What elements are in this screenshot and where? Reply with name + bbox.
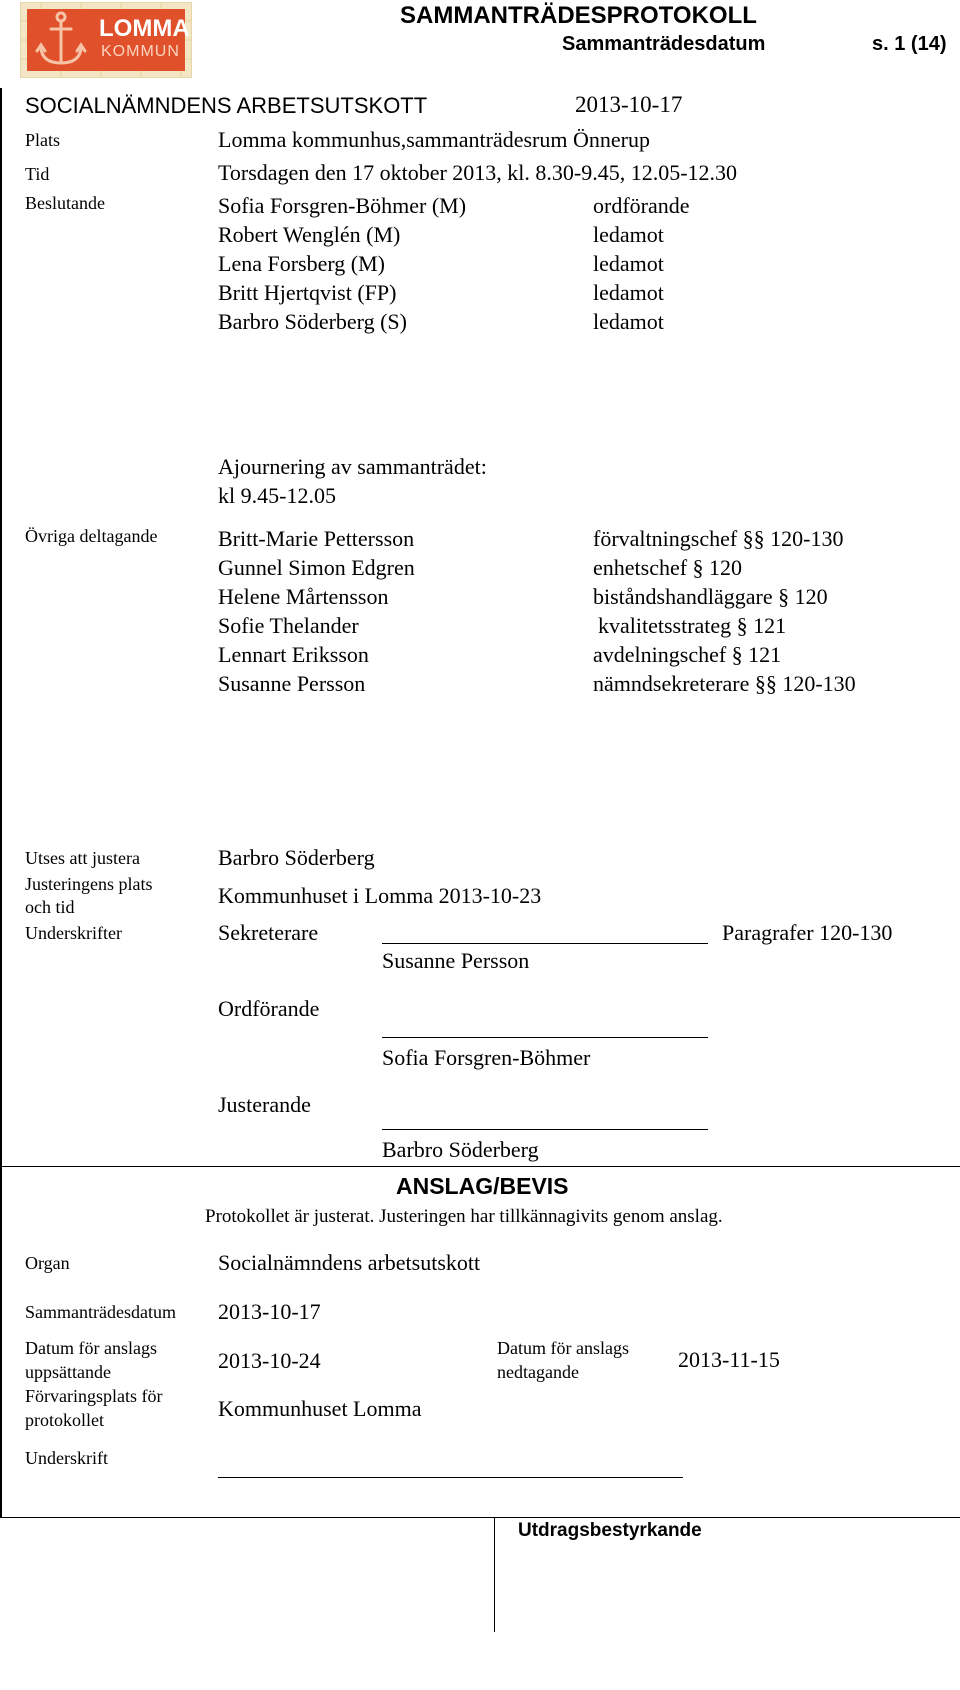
signature-label: Underskrift — [25, 1448, 108, 1468]
list-item-name: Britt-Marie Pettersson — [218, 526, 415, 551]
extract-divider — [0, 1517, 960, 1518]
meeting-date: 2013-10-17 — [575, 92, 683, 117]
list-item-role: kvalitetsstrateg § 121 — [598, 613, 787, 638]
list-item-name: Lena Forsberg (M) — [218, 251, 385, 276]
notice-divider — [0, 1166, 960, 1167]
place-value: Lomma kommunhus,sammanträdesrum Önnerup — [218, 127, 650, 152]
chair-label: Ordförande — [218, 996, 320, 1021]
list-item-role: avdelningschef § 121 — [593, 642, 782, 667]
list-item-name: Sofie Thelander — [218, 613, 359, 638]
others-label: Övriga deltagande — [25, 526, 158, 546]
list-item-role: ledamot — [593, 280, 664, 305]
removed-label: Datum för anslags — [497, 1338, 629, 1358]
time-label: Tid — [25, 164, 50, 184]
adjust-place-value: Kommunhuset i Lomma 2013-10-23 — [218, 883, 542, 908]
chair-signature-line — [382, 1037, 708, 1038]
page-number: s. 1 (14) — [872, 33, 947, 55]
chair-name: Sofia Forsgren-Böhmer — [382, 1045, 591, 1070]
list-item-name: Helene Mårtensson — [218, 584, 389, 609]
extract-column-line — [494, 1517, 495, 1632]
place-label: Plats — [25, 130, 61, 150]
list-item-name: Barbro Söderberg (S) — [218, 309, 407, 334]
removed-label-2: nedtagande — [497, 1362, 579, 1382]
time-value: Torsdagen den 17 oktober 2013, kl. 8.30-9.45, 12.05-12.30 — [218, 160, 738, 185]
list-item-name: Susanne Persson — [218, 671, 366, 696]
notice-text: Protokollet är justerat. Justeringen har tillkännagivits genom anslag. — [205, 1206, 723, 1227]
list-item-role: biståndshandläggare § 120 — [593, 584, 828, 609]
list-item-name: Britt Hjertqvist (FP) — [218, 280, 397, 305]
notice-signature-line — [218, 1477, 683, 1478]
list-item-role: ledamot — [593, 222, 664, 247]
adjust-time-label: och tid — [25, 897, 75, 917]
posted-label-2: uppsättande — [25, 1362, 111, 1382]
list-item-name: Gunnel Simon Edgren — [218, 555, 415, 580]
deciding-label: Beslutande — [25, 193, 105, 213]
adjuster-label: Utses att justera — [25, 848, 140, 868]
organ-label: Organ — [25, 1253, 70, 1273]
storage-label: Förvaringsplats för — [25, 1386, 163, 1406]
posted-label: Datum för anslags — [25, 1338, 157, 1358]
posted-date: 2013-10-24 — [218, 1348, 321, 1373]
list-item-role: enhetschef § 120 — [593, 555, 743, 580]
notice-meeting-date-label: Sammanträdesdatum — [25, 1302, 176, 1322]
notice-title: ANSLAG/BEVIS — [396, 1173, 569, 1199]
notice-meeting-date: 2013-10-17 — [218, 1299, 321, 1324]
secretary-signature-line — [382, 943, 708, 944]
document-title: SAMMANTRÄDESPROTOKOLL — [400, 2, 757, 29]
list-item-name: Robert Wenglén (M) — [218, 222, 401, 247]
extract-title: Utdragsbestyrkande — [518, 1520, 702, 1541]
list-item-role: ledamot — [593, 251, 664, 276]
adjournment-text: Ajournering av sammanträdet: — [218, 454, 487, 479]
adjuster-value: Barbro Söderberg — [218, 845, 375, 870]
adjust-place-label: Justeringens plats — [25, 874, 153, 894]
committee-name: SOCIALNÄMNDENS ARBETSUTSKOTT — [25, 93, 428, 118]
list-item-name: Lennart Eriksson — [218, 642, 369, 667]
secretary-name: Susanne Persson — [382, 948, 530, 973]
left-border — [0, 88, 2, 1518]
removed-date: 2013-11-15 — [678, 1347, 780, 1372]
lomma-kommun-logo — [20, 2, 192, 78]
adjuster-signature-line — [382, 1129, 708, 1130]
list-item-name: Sofia Forsgren-Böhmer (M) — [218, 193, 467, 218]
list-item-role: ledamot — [593, 309, 664, 334]
adjuster-sign-name: Barbro Söderberg — [382, 1137, 539, 1162]
storage-label-2: protokollet — [25, 1410, 104, 1430]
list-item-role: förvaltningschef §§ 120-130 — [593, 526, 844, 551]
secretary-label: Sekreterare — [218, 920, 319, 945]
list-item-role: nämndsekreterare §§ 120-130 — [593, 671, 856, 696]
logo-text-lomma: LOMMA — [99, 15, 190, 42]
storage-value: Kommunhuset Lomma — [218, 1396, 422, 1421]
logo-text-kommun: KOMMUN — [101, 43, 180, 60]
signatures-label: Underskrifter — [25, 923, 122, 943]
organ-value: Socialnämndens arbetsutskott — [218, 1250, 481, 1275]
paragraphs: Paragrafer 120-130 — [722, 920, 893, 945]
adjuster-sign-label: Justerande — [218, 1092, 311, 1117]
adjournment-time: kl 9.45-12.05 — [218, 483, 336, 508]
meeting-date-heading: Sammanträdesdatum — [562, 33, 766, 55]
list-item-role: ordförande — [593, 193, 690, 218]
